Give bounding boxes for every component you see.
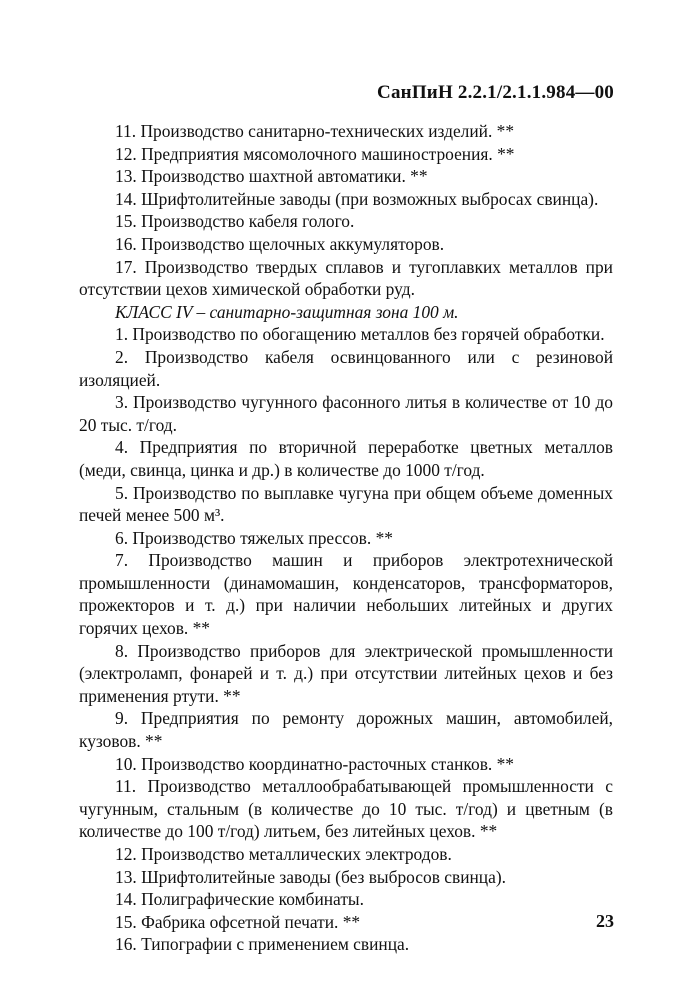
list-item: 4. Предприятия по вторичной переработке цветных металлов (меди, свинца, цинка и др.) в количестве до 1000 т/год.: [79, 437, 613, 480]
list-item: 1. Производство по обогащению металлов без горячей обработки.: [115, 324, 605, 345]
list-item: 16. Типографии с применением свинца.: [115, 934, 410, 955]
list-item: 6. Производство тяжелых прессов. **: [115, 527, 393, 548]
list-item: 8. Производство приборов для электрической промышленности (электроламп, фонарей и т. д.) при отсутствии литейных цехов и без применения ртути. **: [79, 640, 613, 706]
list-item: 3. Производство чугунного фасонного литья в количестве от 10 до 20 тыс. т/год.: [79, 392, 613, 435]
document-code: СанПиН 2.2.1/2.1.1.984—00: [377, 82, 614, 103]
list-item: 5. Производство по выплавке чугуна при общем объеме доменных печей менее 500 м³.: [79, 482, 613, 526]
list-item: 11. Производство санитарно-технических изделий. **: [115, 121, 515, 141]
list-item: 7. Производство машин и приборов электротехнической промышленности (динамомашин, конденсаторов, трансформаторов, прожекторов и т. д.) при наличии небольших литейных и других горячих цехов. **: [79, 550, 613, 639]
list-item: 10. Производство координатно-расточных станков. **: [115, 753, 514, 774]
list-item: 13. Шрифтолитейные заводы (без выбросов свинца).: [115, 866, 506, 887]
list-item: 13. Производство шахтной автоматики. **: [115, 166, 428, 187]
list-item: 12. Производство металлических электродов.: [115, 844, 452, 864]
list-item: 2. Производство кабеля освинцованного или с резиновой изоляцией.: [79, 346, 613, 390]
list-item: 17. Производство твердых сплавов и тугоплавких металлов при отсутствии цехов химической обработки руд.: [79, 256, 613, 300]
list-item: 15. Производство кабеля голого.: [115, 211, 355, 232]
list-item: 11. Производство металлообрабатывающей промышленности с чугунным, стальным (в количестве до 10 тыс. т/год) и цветным (в количестве до 100 т/год) литьем, без литейных цехов. **: [79, 776, 613, 842]
list-item: 16. Производство щелочных аккумуляторов.: [115, 233, 445, 254]
list-item: 9. Предприятия по ремонту дорожных машин, автомобилей, кузовов. **: [79, 708, 613, 752]
list-item: 14. Полиграфические комбинаты.: [115, 889, 364, 910]
list-item: 15. Фабрика офсетной печати. **: [115, 911, 361, 932]
document-body: [79, 120, 613, 956]
class-heading: КЛАСС IV – санитарно-защитная зона 100 м.: [115, 301, 459, 322]
page-number: 23: [596, 911, 614, 931]
list-item: 12. Предприятия мясомолочного машиностроения. **: [115, 143, 515, 164]
list-item: 14. Шрифтолитейные заводы (при возможных выбросах свинца).: [115, 188, 599, 209]
